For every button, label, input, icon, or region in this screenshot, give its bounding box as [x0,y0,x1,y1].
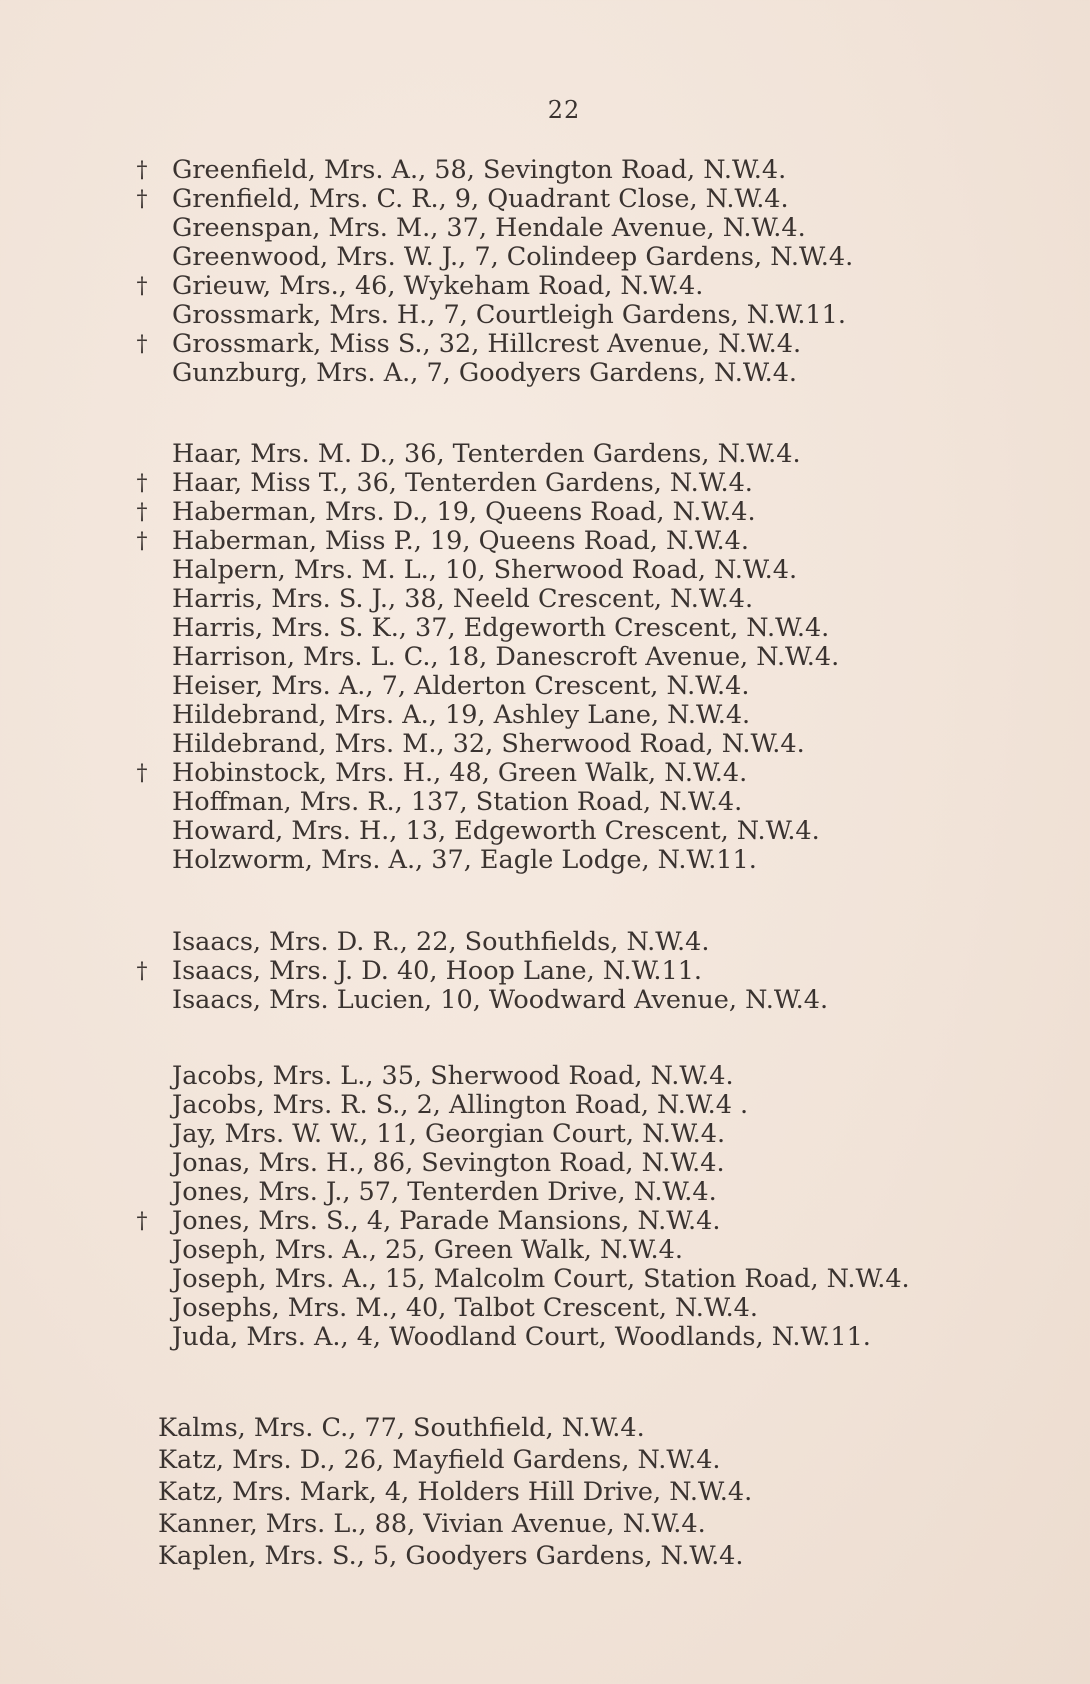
entry-text: Hobinstock, Mrs. H., 48, Green Walk, N.W.4. [172,758,748,788]
entry-text: Grossmark, Miss S., 32, Hillcrest Avenue, N.W.4. [172,329,802,359]
entry-text: Juda, Mrs. A., 4, Woodland Court, Woodlands, N.W.11. [172,1322,871,1352]
entry-text: Isaacs, Mrs. J. D. 40, Hoop Lane, N.W.11. [172,956,703,986]
entry-text: Gunzburg, Mrs. A., 7, Goodyers Gardens, N.W.4. [172,358,798,388]
entry-text: Haberman, Mrs. D., 19, Queens Road, N.W.4. [172,497,756,527]
dagger-mark: † [136,158,148,183]
entry-text: Haberman, Miss P., 19, Queens Road, N.W.4. [172,526,749,556]
entry-text: Kaplen, Mrs. S., 5, Goodyers Gardens, N.W.4. [158,1541,744,1571]
entry-text: Jacobs, Mrs. L., 35, Sherwood Road, N.W.4. [172,1061,734,1091]
entry-text: Jacobs, Mrs. R. S., 2, Allington Road, N.W.4 . [172,1090,749,1120]
entry-text: Grenfield, Mrs. C. R., 9, Quadrant Close, N.W.4. [172,184,789,214]
entry-text: Halpern, Mrs. M. L., 10, Sherwood Road, N.W.4. [172,555,798,585]
entry-text: Joseph, Mrs. A., 25, Green Walk, N.W.4. [172,1235,683,1265]
entry-text: Hildebrand, Mrs. M., 32, Sherwood Road, N.W.4. [172,729,805,759]
dagger-mark: † [136,274,148,299]
entry-text: Harris, Mrs. S. K., 37, Edgeworth Crescent, N.W.4. [172,613,830,643]
entry-text: Jonas, Mrs. H., 86, Sevington Road, N.W.4. [172,1148,725,1178]
dagger-mark: † [136,187,148,212]
entry-text: Katz, Mrs. D., 26, Mayfield Gardens, N.W.4. [158,1445,721,1475]
entry-text: Josephs, Mrs. M., 40, Talbot Crescent, N.W.4. [172,1293,759,1323]
entry-text: Kanner, Mrs. L., 88, Vivian Avenue, N.W.4. [158,1509,706,1539]
dagger-mark: † [136,761,148,786]
entry-text: Hoffman, Mrs. R., 137, Station Road, N.W.4. [172,787,743,817]
entry-text: Howard, Mrs. H., 13, Edgeworth Crescent, N.W.4. [172,816,820,846]
entry-text: Greenwood, Mrs. W. J., 7, Colindeep Gardens, N.W.4. [172,242,854,272]
entry-text: Heiser, Mrs. A., 7, Alderton Crescent, N.W.4. [172,671,750,701]
entry-text: Haar, Mrs. M. D., 36, Tenterden Gardens, N.W.4. [172,439,801,469]
dagger-mark: † [136,332,148,357]
entry-text: Kalms, Mrs. C., 77, Southfield, N.W.4. [158,1413,645,1443]
entry-text: Katz, Mrs. Mark, 4, Holders Hill Drive, N.W.4. [158,1477,753,1507]
entry-text: Isaacs, Mrs. D. R., 22, Southfields, N.W.4. [172,927,710,957]
entry-text: Greenspan, Mrs. M., 37, Hendale Avenue, N.W.4. [172,213,806,243]
dagger-mark: † [136,529,148,554]
entry-text: Jay, Mrs. W. W., 11, Georgian Court, N.W.4. [172,1119,726,1149]
entry-text: Joseph, Mrs. A., 15, Malcolm Court, Station Road, N.W.4. [172,1264,910,1294]
dagger-mark: † [136,471,148,496]
dagger-mark: † [136,500,148,525]
entry-text: Jones, Mrs. J., 57, Tenterden Drive, N.W.4. [172,1177,717,1207]
dagger-mark: † [136,1209,148,1234]
entry-text: Harrison, Mrs. L. C., 18, Danescroft Avenue, N.W.4. [172,642,840,672]
entry-text: Greenfield, Mrs. A., 58, Sevington Road, N.W.4. [172,155,787,185]
dagger-mark: † [136,959,148,984]
entry-text: Isaacs, Mrs. Lucien, 10, Woodward Avenue, N.W.4. [172,985,829,1015]
entry-text: Harris, Mrs. S. J., 38, Neeld Crescent, N.W.4. [172,584,754,614]
entry-text: Hildebrand, Mrs. A., 19, Ashley Lane, N.W.4. [172,700,751,730]
entry-text: Haar, Miss T., 36, Tenterden Gardens, N.W.4. [172,468,753,498]
page-number: 22 [547,96,581,124]
entry-text: Grossmark, Mrs. H., 7, Courtleigh Gardens, N.W.11. [172,300,846,330]
entry-text: Holzworm, Mrs. A., 37, Eagle Lodge, N.W.11. [172,845,757,875]
entry-text: Grieuw, Mrs., 46, Wykeham Road, N.W.4. [172,271,704,301]
entry-text: Jones, Mrs. S., 4, Parade Mansions, N.W.4. [172,1206,721,1236]
